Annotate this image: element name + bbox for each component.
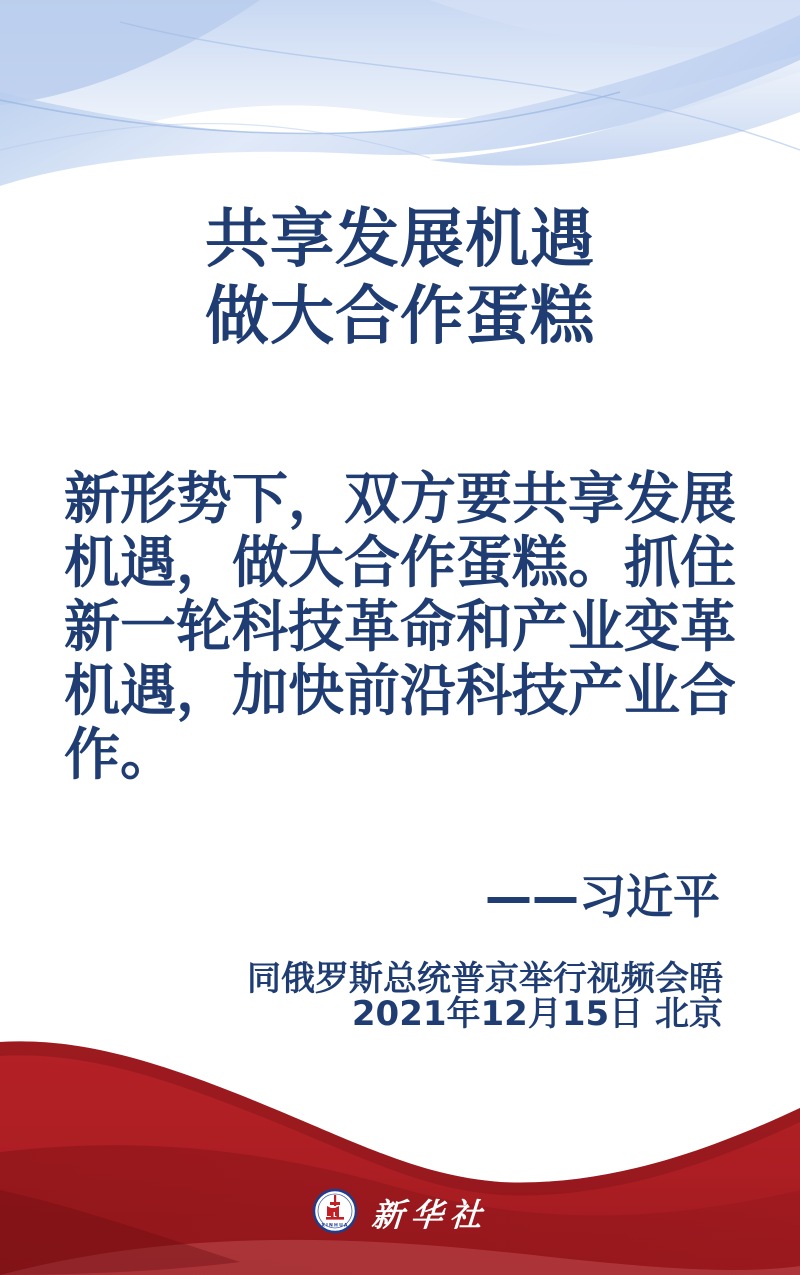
source-info xyxy=(247,959,723,1034)
quote-body-line: 机遇，加快前沿科技产业合 xyxy=(64,659,736,724)
quote-title-line2: 做大合作蛋糕 xyxy=(205,280,595,354)
quote-body-line: 机遇，做大合作蛋糕。抓住 xyxy=(64,531,736,596)
top-wave-decoration xyxy=(0,0,800,195)
quote-body xyxy=(64,468,740,788)
source-date-location: 2021年12月15日 北京 xyxy=(351,994,723,1034)
bottom-wave-decoration xyxy=(0,1040,800,1275)
xinhua-wordmark: 新华社 xyxy=(370,1196,491,1234)
xinhua-logo xyxy=(314,1190,356,1232)
quote-title-line1: 共享发展机遇 xyxy=(205,203,595,277)
quote-body-line: 新形势下，双方要共享发展 xyxy=(64,467,736,532)
quote-body-line: 新一轮科技革命和产业变革 xyxy=(64,595,736,660)
quote-body-line: 作。 xyxy=(64,723,176,788)
source-event: 同俄罗斯总统普京举行视频会晤 xyxy=(247,959,723,999)
attribution: ——习近平 xyxy=(485,870,720,925)
quote-title xyxy=(0,202,800,356)
xinhua-logo-badge-text: XINHUA xyxy=(321,1223,349,1229)
